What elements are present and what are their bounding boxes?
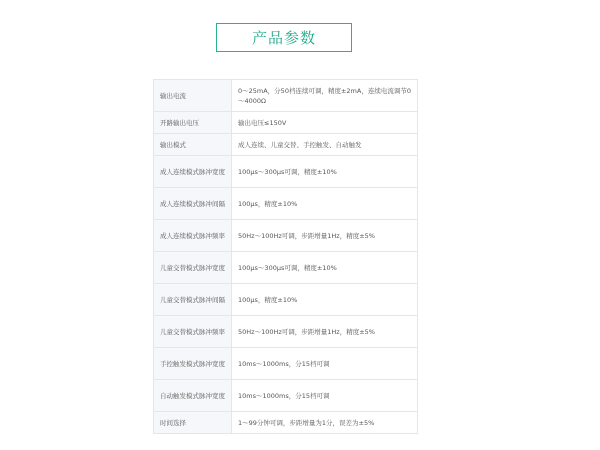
param-value: 50Hz～100Hz可调，步距增量1Hz，精度±5% [232, 220, 418, 252]
table-row [154, 188, 418, 220]
param-value: 1～99分钟可调，步距增量为1分，误差为±5% [232, 412, 418, 434]
param-value: 0～25mA，分50档连续可调，精度±2mA，连续电流调节0～4000Ω [232, 80, 418, 112]
param-value: 100μs，精度±10% [232, 188, 418, 220]
table-row [154, 284, 418, 316]
table-row [154, 348, 418, 380]
param-label: 成人连续模式脉冲宽度 [154, 156, 232, 188]
param-label: 儿童交替模式脉冲频率 [154, 316, 232, 348]
param-value: 输出电压≤150V [232, 112, 418, 134]
param-value: 50Hz～100Hz可调，步距增量1Hz，精度±5% [232, 316, 418, 348]
param-label: 时间选择 [154, 412, 232, 434]
param-label: 手控触发模式脉冲宽度 [154, 348, 232, 380]
param-label: 成人连续模式脉冲频率 [154, 220, 232, 252]
section-title: 产品参数 [216, 23, 352, 52]
param-label: 成人连续模式脉冲间隔 [154, 188, 232, 220]
param-label: 开路输出电压 [154, 112, 232, 134]
param-value: 10ms～1000ms，分15档可调 [232, 348, 418, 380]
table-row [154, 220, 418, 252]
table-row [154, 80, 418, 112]
param-label: 输出电流 [154, 80, 232, 112]
param-label: 自动触发模式脉冲宽度 [154, 380, 232, 412]
param-label: 儿童交替模式脉冲间隔 [154, 284, 232, 316]
param-value: 100μs～300μs可调，精度±10% [232, 156, 418, 188]
table-row [154, 134, 418, 156]
param-label: 儿童交替模式脉冲宽度 [154, 252, 232, 284]
param-label: 输出模式 [154, 134, 232, 156]
table-row [154, 156, 418, 188]
table-row [154, 412, 418, 434]
param-value: 10ms～1000ms，分15档可调 [232, 380, 418, 412]
product-params-table [153, 79, 418, 434]
table-row [154, 316, 418, 348]
table-row [154, 380, 418, 412]
param-value: 100μs～300μs可调，精度±10% [232, 252, 418, 284]
param-value: 100μs，精度±10% [232, 284, 418, 316]
param-value: 成人连续、儿童交替、手控触发、自动触发 [232, 134, 418, 156]
table-row [154, 252, 418, 284]
table-row [154, 112, 418, 134]
